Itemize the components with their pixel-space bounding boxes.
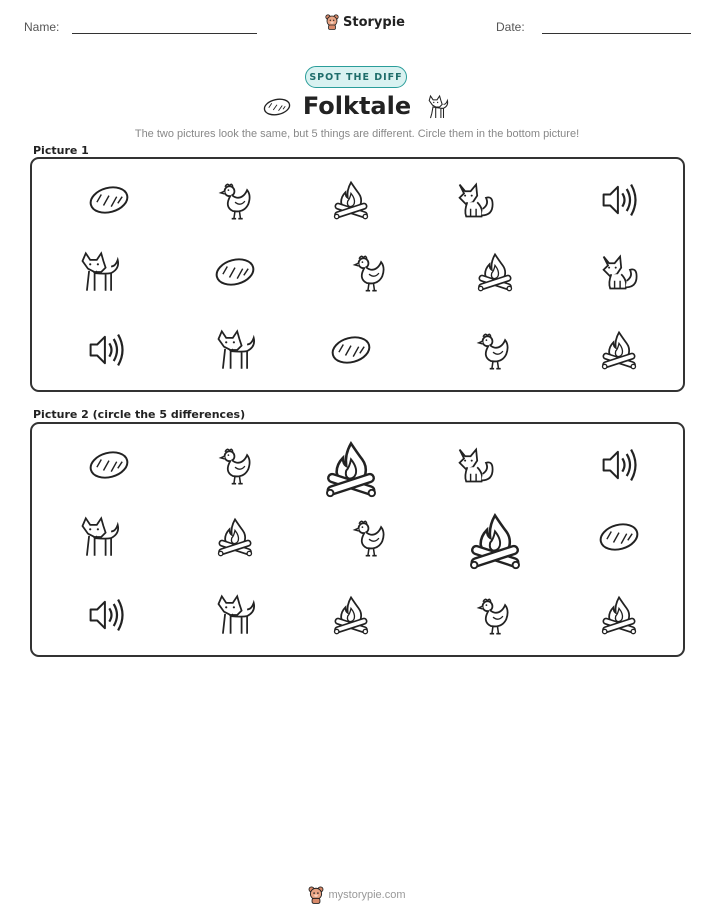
bread-icon xyxy=(87,178,131,222)
chicken-icon xyxy=(347,250,391,294)
speaker-icon xyxy=(84,328,128,372)
picture-1-label: Picture 1 xyxy=(33,144,89,157)
campfire-icon[interactable] xyxy=(329,593,373,637)
campfire-icon xyxy=(473,250,517,294)
bear-mascot-icon xyxy=(325,14,339,30)
date-line[interactable] xyxy=(542,33,691,34)
wolf-icon[interactable] xyxy=(213,593,257,637)
bread-icon xyxy=(329,328,373,372)
footer xyxy=(0,886,714,904)
name-label: Name: xyxy=(24,20,60,34)
campfire-icon[interactable] xyxy=(597,593,641,637)
instructions: The two pictures look the same, but 5 things are different. Circle them in the bottom picture! xyxy=(134,128,580,140)
picture-1-panel xyxy=(30,157,685,392)
campfire-icon xyxy=(597,328,641,372)
brand-logo xyxy=(325,14,405,30)
wolf-icon[interactable] xyxy=(77,515,121,559)
bear-mascot-icon xyxy=(308,886,324,904)
speaker-icon[interactable] xyxy=(597,443,641,487)
chicken-icon[interactable] xyxy=(471,593,515,637)
title-wolf-icon xyxy=(423,94,451,120)
bread-icon[interactable] xyxy=(87,443,131,487)
wolf-icon xyxy=(77,250,121,294)
footer-site: mystorypie.com xyxy=(328,889,406,901)
chicken-icon xyxy=(471,328,515,372)
page-title: Folktale xyxy=(302,92,412,120)
fox-icon xyxy=(453,178,497,222)
fox-icon[interactable] xyxy=(453,443,497,487)
speaker-icon xyxy=(597,178,641,222)
spot-the-diff-badge: SPOT THE DIFF xyxy=(305,66,407,88)
campfire-icon[interactable] xyxy=(463,509,527,573)
name-line[interactable] xyxy=(72,33,257,34)
campfire-icon xyxy=(329,178,373,222)
wolf-icon xyxy=(213,328,257,372)
bread-icon xyxy=(213,250,257,294)
campfire-icon[interactable] xyxy=(213,515,257,559)
campfire-icon[interactable] xyxy=(319,437,383,501)
picture-2-label: Picture 2 (circle the 5 differences) xyxy=(33,408,246,421)
date-label: Date: xyxy=(496,20,525,34)
speaker-icon[interactable] xyxy=(84,593,128,637)
fox-icon xyxy=(597,250,641,294)
bread-icon[interactable] xyxy=(597,515,641,559)
chicken-icon[interactable] xyxy=(347,515,391,559)
chicken-icon[interactable] xyxy=(213,443,257,487)
picture-2-panel[interactable] xyxy=(30,422,685,657)
brand-name: Storypie xyxy=(343,14,405,30)
chicken-icon xyxy=(213,178,257,222)
